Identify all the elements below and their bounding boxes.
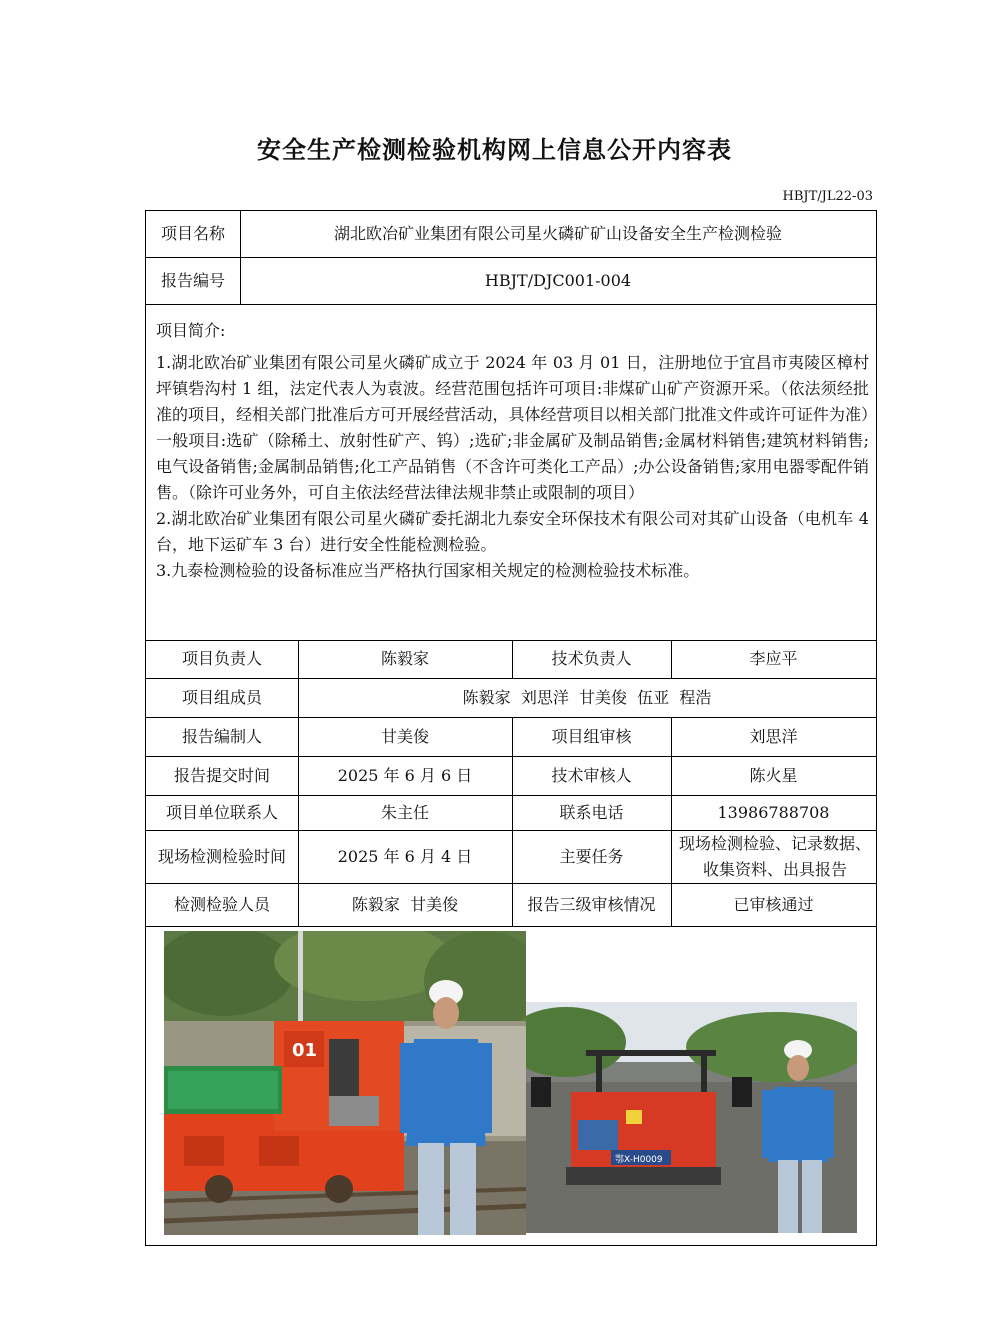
leader-value: 陈毅家 [380,649,429,668]
inspectors-label: 检测检验人员 [173,894,270,914]
truck-plate: 鄂X-H0009 [615,1155,663,1165]
project-name-label: 项目名称 [160,224,225,243]
members-label: 项目组成员 [181,687,262,707]
intro-item-1: 1.湖北欧冶矿业集团有限公司星火磷矿成立于 2024 年 03 月 01 日，注册地位于宜昌市夷陵区樟村坪镇砦沟村 1 组，法定代表人为袁波。经营范围包括许可项目:非煤矿山矿产资源开采。（依法须经批准的项目，经相关部门批准后方可开展经营活动，具体经营项目以相关部门批准文件或许可证件为准）一般项目:选矿（除稀土、放射性矿产、钨）;选矿;非金属矿及制品销售;金属材料销售;建筑材料销售;电气设备销售;金属制品销售;化工产品销售（不含许可类化工产品）;办公设备销售;家用电器零配件销售。（除许可业务外，可自主依法经营法律法规非禁止或限制的项目） [156,353,869,502]
task-value: 现场检测检验、记录数据、收集资料、出具报告 [679,833,872,879]
tech-leader-value: 李应平 [749,649,798,668]
report-number-value: HBJT/DJC001-004 [484,270,632,290]
locomotive-number: 01 [292,1040,318,1061]
phone-value: 13986788708 [717,802,830,822]
info-table [145,210,877,1246]
photo-electric-locomotive [164,931,526,1235]
document-title: 安全生产检测检验机构网上信息公开内容表 [257,136,732,164]
review-status-value: 已审核通过 [733,894,814,914]
tech-leader-label: 技术负责人 [551,649,632,668]
onsite-time-value: 2025 年 6 月 4 日 [337,846,473,866]
leader-label: 项目负责人 [181,649,262,668]
intro-heading: 项目简介: [156,321,226,340]
photo-ore-truck [526,1002,857,1233]
intro-item-2: 2.湖北欧冶矿业集团有限公司星火磷矿委托湖北九泰安全环保技术有限公司对其矿山设备（电机车 4 台，地下运矿车 3 台）进行安全性能检测检验。 [156,509,869,554]
onsite-time-label: 现场检测检验时间 [157,846,286,866]
inspectors-value: 陈毅家 甘美俊 [351,894,459,914]
row-divider [146,926,876,927]
tech-review-label: 技术审核人 [551,765,632,785]
editor-label: 报告编制人 [181,726,262,746]
group-review-value: 刘思洋 [749,726,798,746]
members-value: 陈毅家 刘思洋 甘美俊 伍亚 程浩 [462,687,712,707]
report-number-label: 报告编号 [160,270,225,290]
intro-item-3: 3.九泰检测检验的设备标准应当严格执行国家相关规定的检测检验技术标准。 [156,561,700,580]
task-label: 主要任务 [559,846,624,866]
project-intro [156,318,869,584]
project-name-value: 湖北欧冶矿业集团有限公司星火磷矿矿山设备安全生产检测检验 [333,224,782,243]
submit-time-value: 2025 年 6 月 6 日 [337,765,473,785]
phone-label: 联系电话 [559,802,624,822]
contact-value: 朱主任 [380,802,429,822]
submit-time-label: 报告提交时间 [173,765,270,785]
tech-review-value: 陈火星 [749,765,798,785]
group-review-label: 项目组审核 [551,726,632,746]
contact-label: 项目单位联系人 [165,802,278,822]
row-divider [146,304,876,305]
form-code: HBJT/JL22-03 [782,189,873,204]
editor-value: 甘美俊 [380,726,429,746]
review-status-label: 报告三级审核情况 [527,894,656,914]
